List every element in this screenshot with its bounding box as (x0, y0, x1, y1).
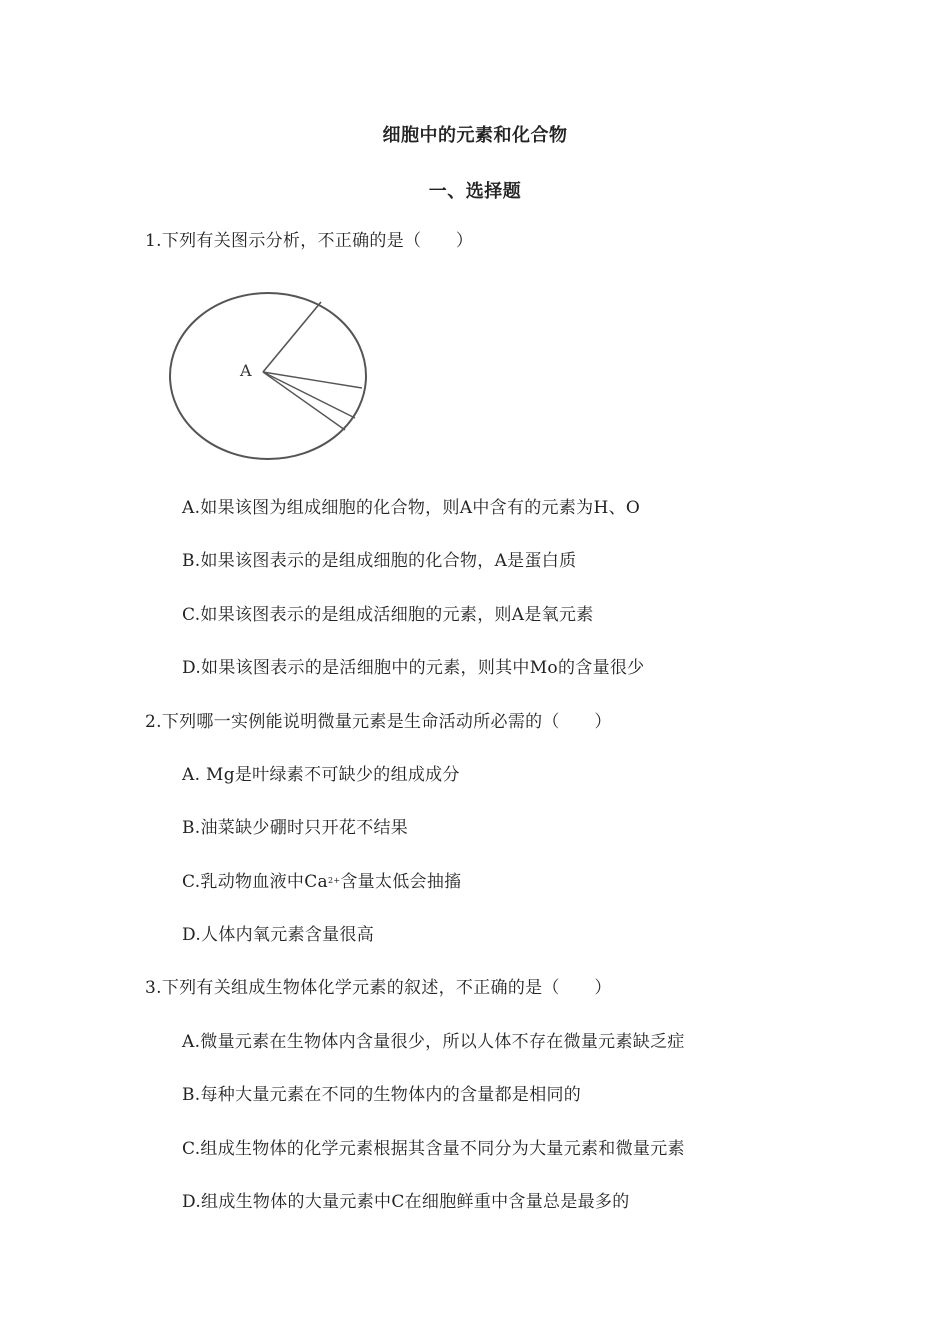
question-2-option-a: A. Mg是叶绿素不可缺少的组成成分 (182, 765, 460, 785)
question-2-stem: 2.下列哪一实例能说明微量元素是生命活动所必需的（ ） (145, 712, 612, 732)
question-1-option-b: B.如果该图表示的是组成细胞的化合物，A是蛋白质 (182, 551, 577, 571)
pie-figure (160, 290, 375, 470)
question-2-option-b: B.油菜缺少硼时只开花不结果 (182, 818, 409, 838)
pie-divider-1 (263, 302, 321, 372)
section-heading: 一、选择题 (428, 181, 522, 202)
question-2-option-d: D.人体内氧元素含量很高 (182, 925, 375, 945)
question-1-option-c: C.如果该图表示的是组成活细胞的元素，则A是氧元素 (182, 605, 594, 625)
question-2-option-c (182, 870, 461, 894)
question-3-option-a: A.微量元素在生物体内含量很少，所以人体不存在微量元素缺乏症 (182, 1032, 685, 1052)
question-2-option-c-text: C.乳动物血液中Ca (182, 872, 328, 892)
question-3-stem: 3.下列有关组成生物体化学元素的叙述，不正确的是（ ） (145, 978, 612, 998)
question-1-stem: 1.下列有关图示分析，不正确的是（ ） (145, 231, 474, 251)
question-2-option-c-text-end: 含量太低会抽搐 (340, 872, 462, 892)
question-3-option-c: C.组成生物体的化学元素根据其含量不同分为大量元素和微量元素 (182, 1139, 685, 1159)
pie-label-a: A (240, 361, 252, 380)
question-1-option-d: D.如果该图表示的是活细胞中的元素，则其中Mo的含量很少 (182, 658, 645, 678)
question-3-option-d: D.组成生物体的大量元素中C在细胞鲜重中含量总是最多的 (182, 1192, 630, 1212)
pie-divider-4 (263, 372, 345, 430)
question-3-option-b: B.每种大量元素在不同的生物体内的含量都是相同的 (182, 1085, 582, 1105)
document-title: 细胞中的元素和化合物 (382, 125, 568, 146)
question-1-option-a: A.如果该图为组成细胞的化合物，则A中含有的元素为H、O (182, 498, 641, 518)
calcium-ion-charge: 2+ (327, 876, 341, 885)
pie-figure-drawing (160, 290, 375, 470)
